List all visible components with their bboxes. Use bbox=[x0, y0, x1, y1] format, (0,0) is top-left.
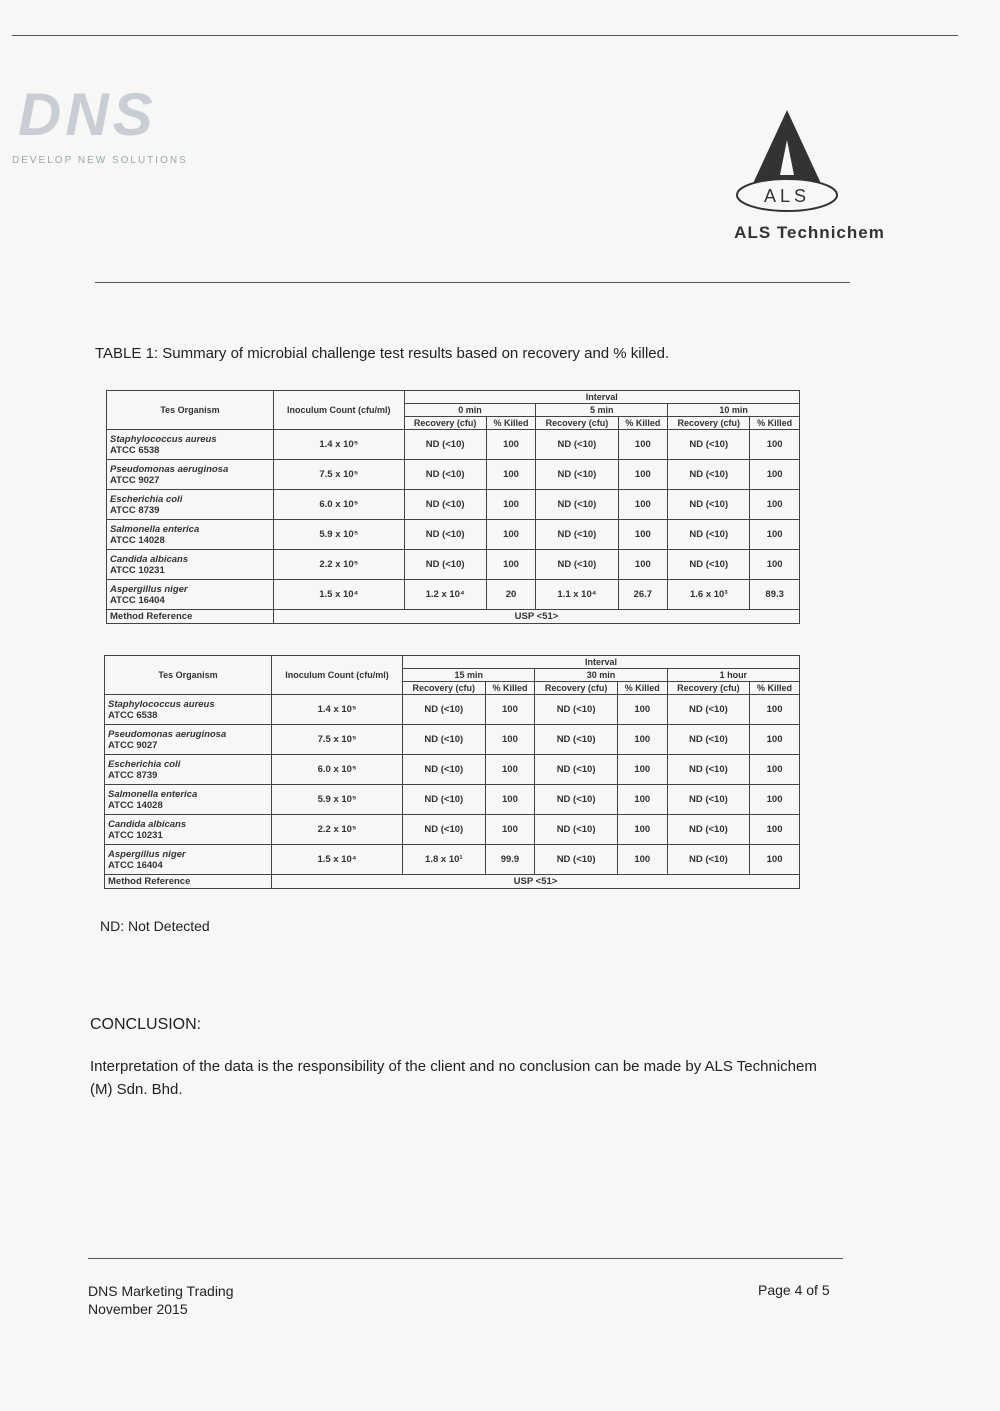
organism-cell bbox=[105, 785, 272, 815]
recovery-cell: 1.6 x 10³ bbox=[668, 580, 750, 610]
inoculum-cell: 1.5 x 10⁴ bbox=[274, 580, 405, 610]
recovery-cell: 1.1 x 10⁴ bbox=[536, 580, 618, 610]
inoculum-cell: 2.2 x 10⁵ bbox=[272, 815, 403, 845]
killed-cell: 100 bbox=[485, 755, 535, 785]
table-row bbox=[107, 520, 800, 550]
table-row bbox=[105, 725, 800, 755]
header-recovery: Recovery (cfu) bbox=[667, 682, 749, 695]
organism-cell bbox=[107, 460, 274, 490]
killed-cell: 100 bbox=[617, 815, 667, 845]
atcc-code: ATCC 8739 bbox=[108, 769, 158, 781]
inoculum-cell: 5.9 x 10⁵ bbox=[274, 520, 405, 550]
killed-cell: 100 bbox=[486, 430, 536, 460]
killed-cell: 100 bbox=[750, 520, 800, 550]
killed-cell: 100 bbox=[750, 755, 800, 785]
recovery-cell: ND (<10) bbox=[535, 845, 617, 875]
killed-cell: 100 bbox=[485, 785, 535, 815]
table-row bbox=[107, 460, 800, 490]
inoculum-cell: 1.5 x 10⁴ bbox=[272, 845, 403, 875]
dns-logo-text: DNS bbox=[18, 81, 157, 148]
atcc-code: ATCC 6538 bbox=[108, 709, 158, 721]
table-row bbox=[107, 430, 800, 460]
method-label: Method Reference bbox=[105, 875, 272, 889]
killed-cell: 100 bbox=[618, 520, 668, 550]
atcc-code: ATCC 16404 bbox=[108, 859, 163, 871]
species-name: Candida albicans bbox=[108, 818, 187, 830]
killed-cell: 100 bbox=[618, 490, 668, 520]
table-row bbox=[107, 490, 800, 520]
organism-cell bbox=[107, 490, 274, 520]
recovery-cell: ND (<10) bbox=[535, 815, 617, 845]
killed-cell: 100 bbox=[750, 695, 800, 725]
als-logo bbox=[712, 105, 912, 245]
footer-rule bbox=[88, 1258, 843, 1259]
species-name: Salmonella enterica bbox=[108, 788, 198, 800]
results-table-1 bbox=[106, 390, 800, 624]
dns-logo bbox=[8, 70, 233, 170]
atcc-code: ATCC 16404 bbox=[110, 594, 165, 606]
recovery-cell: ND (<10) bbox=[404, 520, 486, 550]
header-inoculum: Inoculum Count (cfu/ml) bbox=[272, 656, 403, 695]
interval-label: 10 min bbox=[668, 404, 800, 417]
header-killed: % Killed bbox=[618, 417, 668, 430]
method-row bbox=[107, 610, 800, 624]
recovery-cell: ND (<10) bbox=[668, 550, 750, 580]
killed-cell: 100 bbox=[750, 845, 800, 875]
killed-cell: 89.3 bbox=[750, 580, 800, 610]
atcc-code: ATCC 14028 bbox=[110, 534, 165, 546]
species-name: Pseudomonas aeruginosa bbox=[110, 463, 229, 475]
atcc-code: ATCC 10231 bbox=[108, 829, 163, 841]
inoculum-cell: 6.0 x 10⁵ bbox=[272, 755, 403, 785]
header-killed: % Killed bbox=[750, 682, 800, 695]
header-interval: Interval bbox=[404, 391, 799, 404]
organism-cell bbox=[107, 550, 274, 580]
recovery-cell: ND (<10) bbox=[667, 725, 749, 755]
killed-cell: 100 bbox=[486, 520, 536, 550]
results-table-2 bbox=[104, 655, 800, 889]
header-recovery: Recovery (cfu) bbox=[536, 417, 618, 430]
footer-page-number: Page 4 of 5 bbox=[758, 1282, 830, 1298]
recovery-cell: ND (<10) bbox=[404, 460, 486, 490]
footer-company: DNS Marketing Trading bbox=[88, 1283, 234, 1299]
killed-cell: 100 bbox=[617, 785, 667, 815]
header-recovery: Recovery (cfu) bbox=[403, 682, 485, 695]
killed-cell: 100 bbox=[750, 490, 800, 520]
als-name: ALS Technichem bbox=[734, 223, 885, 242]
method-value: USP <51> bbox=[274, 610, 800, 624]
recovery-cell: ND (<10) bbox=[668, 430, 750, 460]
killed-cell: 100 bbox=[750, 785, 800, 815]
organism-cell bbox=[107, 580, 274, 610]
table-row bbox=[107, 550, 800, 580]
recovery-cell: ND (<10) bbox=[667, 785, 749, 815]
organism-cell bbox=[107, 430, 274, 460]
killed-cell: 100 bbox=[618, 550, 668, 580]
method-value: USP <51> bbox=[272, 875, 800, 889]
table-row bbox=[105, 755, 800, 785]
recovery-cell: ND (<10) bbox=[403, 725, 485, 755]
killed-cell: 100 bbox=[486, 490, 536, 520]
recovery-cell: ND (<10) bbox=[404, 490, 486, 520]
killed-cell: 100 bbox=[486, 550, 536, 580]
atcc-code: ATCC 14028 bbox=[108, 799, 163, 811]
recovery-cell: ND (<10) bbox=[535, 785, 617, 815]
table-title: TABLE 1: Summary of microbial challenge test results based on recovery and % killed. bbox=[95, 345, 670, 362]
species-name: Escherichia coli bbox=[110, 493, 183, 505]
killed-cell: 100 bbox=[617, 725, 667, 755]
recovery-cell: ND (<10) bbox=[404, 430, 486, 460]
atcc-code: ATCC 8739 bbox=[110, 504, 160, 516]
table-row bbox=[105, 695, 800, 725]
killed-cell: 100 bbox=[750, 460, 800, 490]
method-row bbox=[105, 875, 800, 889]
recovery-cell: ND (<10) bbox=[667, 755, 749, 785]
species-name: Staphylococcus aureus bbox=[110, 433, 217, 445]
inoculum-cell: 6.0 x 10⁵ bbox=[274, 490, 405, 520]
species-name: Candida albicans bbox=[110, 553, 189, 565]
killed-cell: 100 bbox=[486, 460, 536, 490]
inoculum-cell: 7.5 x 10⁵ bbox=[274, 460, 405, 490]
header-recovery: Recovery (cfu) bbox=[668, 417, 750, 430]
footer-left bbox=[88, 1282, 234, 1318]
killed-cell: 100 bbox=[750, 815, 800, 845]
header-killed: % Killed bbox=[485, 682, 535, 695]
svg-text:ALS: ALS bbox=[763, 186, 811, 206]
killed-cell: 100 bbox=[485, 695, 535, 725]
table-row bbox=[105, 845, 800, 875]
killed-cell: 20 bbox=[486, 580, 536, 610]
header-killed: % Killed bbox=[486, 417, 536, 430]
als-triangle-icon bbox=[712, 105, 912, 220]
killed-cell: 100 bbox=[617, 695, 667, 725]
recovery-cell: ND (<10) bbox=[536, 490, 618, 520]
footer-date: November 2015 bbox=[88, 1301, 188, 1317]
recovery-cell: ND (<10) bbox=[668, 460, 750, 490]
organism-cell bbox=[105, 815, 272, 845]
organism-cell bbox=[107, 520, 274, 550]
dns-tagline: DEVELOP NEW SOLUTIONS bbox=[12, 155, 188, 166]
header-organism: Tes Organism bbox=[105, 656, 272, 695]
recovery-cell: ND (<10) bbox=[403, 785, 485, 815]
killed-cell: 100 bbox=[485, 725, 535, 755]
recovery-cell: ND (<10) bbox=[668, 520, 750, 550]
killed-cell: 100 bbox=[750, 725, 800, 755]
atcc-code: ATCC 10231 bbox=[110, 564, 165, 576]
killed-cell: 100 bbox=[750, 550, 800, 580]
interval-label: 0 min bbox=[404, 404, 536, 417]
recovery-cell: ND (<10) bbox=[535, 695, 617, 725]
table-row bbox=[105, 815, 800, 845]
top-rule bbox=[12, 35, 958, 36]
killed-cell: 99.9 bbox=[485, 845, 535, 875]
killed-cell: 100 bbox=[618, 430, 668, 460]
recovery-cell: ND (<10) bbox=[403, 815, 485, 845]
header-interval: Interval bbox=[403, 656, 800, 669]
recovery-cell: ND (<10) bbox=[668, 490, 750, 520]
inoculum-cell: 1.4 x 10⁵ bbox=[274, 430, 405, 460]
atcc-code: ATCC 9027 bbox=[108, 739, 158, 751]
organism-cell bbox=[105, 755, 272, 785]
recovery-cell: ND (<10) bbox=[536, 460, 618, 490]
species-name: Aspergillus niger bbox=[108, 848, 186, 860]
recovery-cell: ND (<10) bbox=[536, 430, 618, 460]
header-organism: Tes Organism bbox=[107, 391, 274, 430]
recovery-cell: 1.2 x 10⁴ bbox=[404, 580, 486, 610]
recovery-cell: 1.8 x 10¹ bbox=[403, 845, 485, 875]
species-name: Salmonella enterica bbox=[110, 523, 200, 535]
header-inoculum: Inoculum Count (cfu/ml) bbox=[274, 391, 405, 430]
species-name: Pseudomonas aeruginosa bbox=[108, 728, 227, 740]
header-row bbox=[107, 391, 800, 404]
interval-label: 1 hour bbox=[667, 669, 799, 682]
atcc-code: ATCC 9027 bbox=[110, 474, 160, 486]
killed-cell: 100 bbox=[618, 460, 668, 490]
header-killed: % Killed bbox=[617, 682, 667, 695]
atcc-code: ATCC 6538 bbox=[110, 444, 160, 456]
recovery-cell: ND (<10) bbox=[404, 550, 486, 580]
recovery-cell: ND (<10) bbox=[535, 725, 617, 755]
killed-cell: 100 bbox=[485, 815, 535, 845]
interval-label: 30 min bbox=[535, 669, 667, 682]
species-name: Aspergillus niger bbox=[110, 583, 188, 595]
organism-cell bbox=[105, 725, 272, 755]
inoculum-cell: 1.4 x 10⁵ bbox=[272, 695, 403, 725]
header-killed: % Killed bbox=[750, 417, 800, 430]
killed-cell: 26.7 bbox=[618, 580, 668, 610]
footnote: ND: Not Detected bbox=[100, 918, 210, 934]
killed-cell: 100 bbox=[750, 430, 800, 460]
inoculum-cell: 5.9 x 10⁵ bbox=[272, 785, 403, 815]
header-row bbox=[105, 656, 800, 669]
conclusion-heading: CONCLUSION: bbox=[90, 1016, 202, 1033]
recovery-cell: ND (<10) bbox=[535, 755, 617, 785]
organism-cell bbox=[105, 695, 272, 725]
conclusion-text: Interpretation of the data is the responsibility of the client and no conclusion can be made by ALS Technichem (M) Sdn. Bhd. bbox=[90, 1058, 817, 1098]
recovery-cell: ND (<10) bbox=[403, 695, 485, 725]
header-recovery: Recovery (cfu) bbox=[404, 417, 486, 430]
recovery-cell: ND (<10) bbox=[667, 845, 749, 875]
header-recovery: Recovery (cfu) bbox=[535, 682, 617, 695]
killed-cell: 100 bbox=[617, 755, 667, 785]
recovery-cell: ND (<10) bbox=[536, 550, 618, 580]
table-row bbox=[107, 580, 800, 610]
organism-cell bbox=[105, 845, 272, 875]
inoculum-cell: 2.2 x 10⁵ bbox=[274, 550, 405, 580]
species-name: Staphylococcus aureus bbox=[108, 698, 215, 710]
species-name: Escherichia coli bbox=[108, 758, 181, 770]
header-rule bbox=[95, 282, 850, 283]
recovery-cell: ND (<10) bbox=[403, 755, 485, 785]
recovery-cell: ND (<10) bbox=[667, 695, 749, 725]
table-row bbox=[105, 785, 800, 815]
interval-label: 5 min bbox=[536, 404, 668, 417]
interval-label: 15 min bbox=[403, 669, 535, 682]
recovery-cell: ND (<10) bbox=[667, 815, 749, 845]
method-label: Method Reference bbox=[107, 610, 274, 624]
recovery-cell: ND (<10) bbox=[536, 520, 618, 550]
killed-cell: 100 bbox=[617, 845, 667, 875]
inoculum-cell: 7.5 x 10⁵ bbox=[272, 725, 403, 755]
